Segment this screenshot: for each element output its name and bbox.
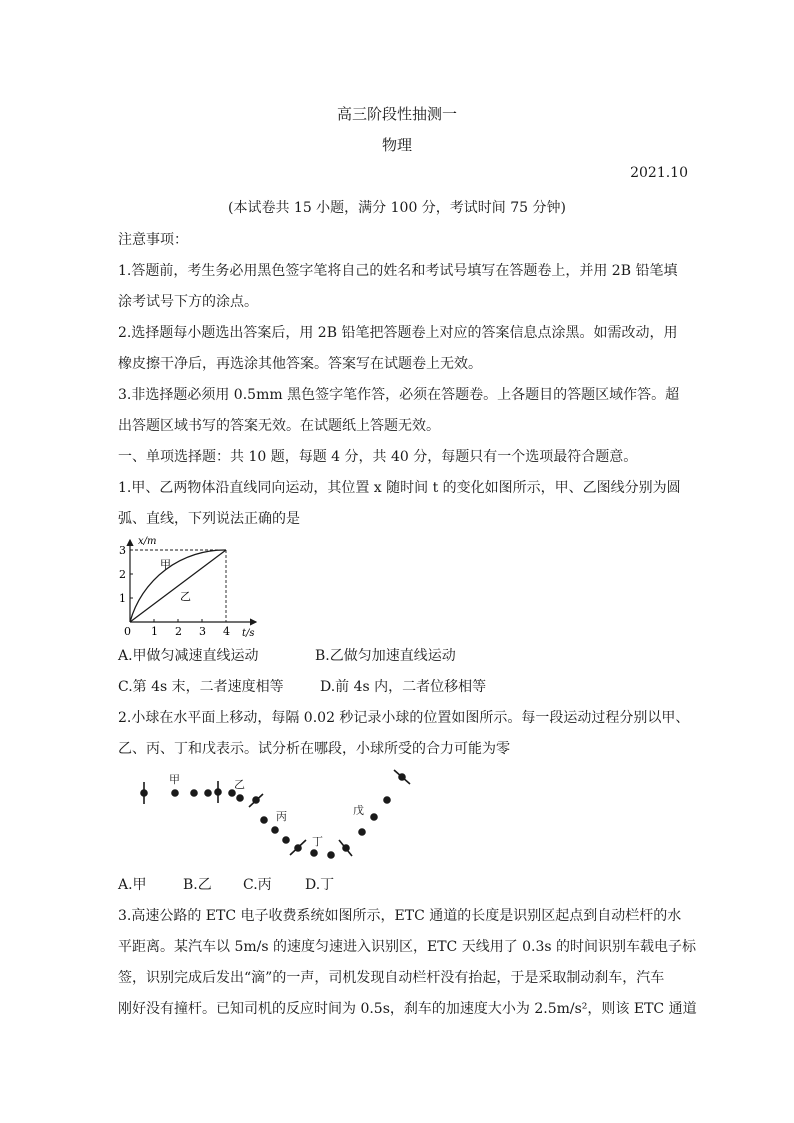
notice-heading: 注意事项：: [118, 232, 188, 248]
notice-item-2-line-2: 橡皮擦干净后，再选涂其他答案。答案写在试题卷上无效。: [118, 356, 482, 372]
q1-option-c: C.第 4s 末，二者速度相等: [118, 679, 284, 695]
q3-stem-line-4: 刚好没有撞杆。已知司机的反应时间为 0.5s，刹车的加速度大小为 2.5m/s²，则该 ETC 通道: [118, 1001, 697, 1017]
notice-item-3-line-1: 3.非选择题必须用 0.5mm 黑色签字笔作答，必须在答题卷。上各题目的答题区域作答。超: [118, 387, 680, 403]
exam-scope: (本试卷共 15 小题，满分 100 分，考试时间 75 分钟): [228, 200, 566, 216]
q1-option-d: D.前 4s 内，二者位移相等: [320, 679, 487, 695]
segment-label-yi: 乙: [234, 778, 245, 791]
q3-stem-line-1: 3.高速公路的 ETC 电子收费系统如图所示，ETC 通道的长度是识别区起点到自动栏杆的水: [118, 908, 682, 924]
x-tick-1: 1: [151, 625, 158, 638]
exam-title: 高三阶段性抽测一: [336, 105, 457, 123]
q1-option-b: B.乙做匀加速直线运动: [315, 648, 456, 664]
q2-stem-line-1: 2.小球在水平面上移动，每隔 0.02 秒记录小球的位置如图所示。每一段运动过程分别以甲、: [118, 710, 690, 726]
y-axis-label: x/m: [138, 536, 157, 547]
notice-item-2-line-1: 2.选择题每小题选出答案后，用 2B 铅笔把答题卷上对应的答案信息点涂黑。如需改动，用: [118, 325, 678, 341]
notice-item-1-line-1: 1.答题前，考生务必用黑色签字笔将自己的姓名和考试号填写在答题卷上，并用 2B 铅笔填: [118, 263, 678, 279]
q1-option-a: A.甲做匀减速直线运动: [118, 648, 259, 664]
segment-label-wu: 戊: [353, 804, 364, 817]
q2-option-a: A.甲: [118, 877, 147, 893]
section-1-heading: 一、单项选择题：共 10 题，每题 4 分，共 40 分，每题只有一个选项最符合题意。: [118, 449, 638, 465]
y-tick-1: 1: [119, 592, 126, 605]
q3-stem-line-2: 平距离。某汽车以 5m/s 的速度匀速进入识别区，ETC 天线用了 0.3s 的时间识别车载电子标: [118, 939, 697, 955]
q1-stem-line-1: 1.甲、乙两物体沿直线同向运动，其位置 x 随时间 t 的变化如图所示，甲、乙图线分别为圆: [118, 480, 681, 496]
q2-stem-line-2: 乙、丙、丁和戊表示。试分析在哪段，小球所受的合力可能为零: [118, 741, 510, 757]
exam-date: 2021.10: [630, 165, 688, 181]
x-tick-4: 4: [223, 625, 230, 638]
notice-item-1-line-2: 涂考试号下方的涂点。: [118, 294, 258, 310]
segment-label-ding: 丁: [312, 835, 323, 848]
q2-option-d: D.丁: [305, 877, 335, 893]
notice-item-3-line-2: 出答题区域书写的答案无效。在试题纸上答题无效。: [118, 418, 440, 434]
origin-label: 0: [124, 625, 131, 638]
q2-option-c: C.丙: [243, 877, 272, 893]
x-tick-3: 3: [199, 625, 206, 638]
q3-stem-line-3: 签，识别完成后发出“滴”的一声，司机发现自动栏杆没有抬起，于是采取制动刹车，汽车: [118, 970, 665, 986]
dot: [141, 790, 148, 797]
q2-option-b: B.乙: [183, 877, 212, 893]
q1-stem-line-2: 弧、直线，下列说法正确的是: [118, 511, 300, 527]
curve-label-yi: 乙: [180, 590, 191, 603]
segment-label-jia: 甲: [169, 773, 180, 786]
y-tick-2: 2: [119, 568, 126, 581]
y-tick-3: 3: [119, 544, 126, 557]
x-axis-label: t/s: [242, 628, 255, 638]
line-yi: [130, 550, 226, 622]
q1-xt-graph: [116, 534, 266, 638]
segment-label-bing: 丙: [276, 810, 287, 823]
curve-label-jia: 甲: [160, 558, 171, 571]
exam-subject: 物理: [381, 136, 412, 154]
x-tick-2: 2: [175, 625, 182, 638]
q2-motion-diagram: [130, 764, 430, 868]
